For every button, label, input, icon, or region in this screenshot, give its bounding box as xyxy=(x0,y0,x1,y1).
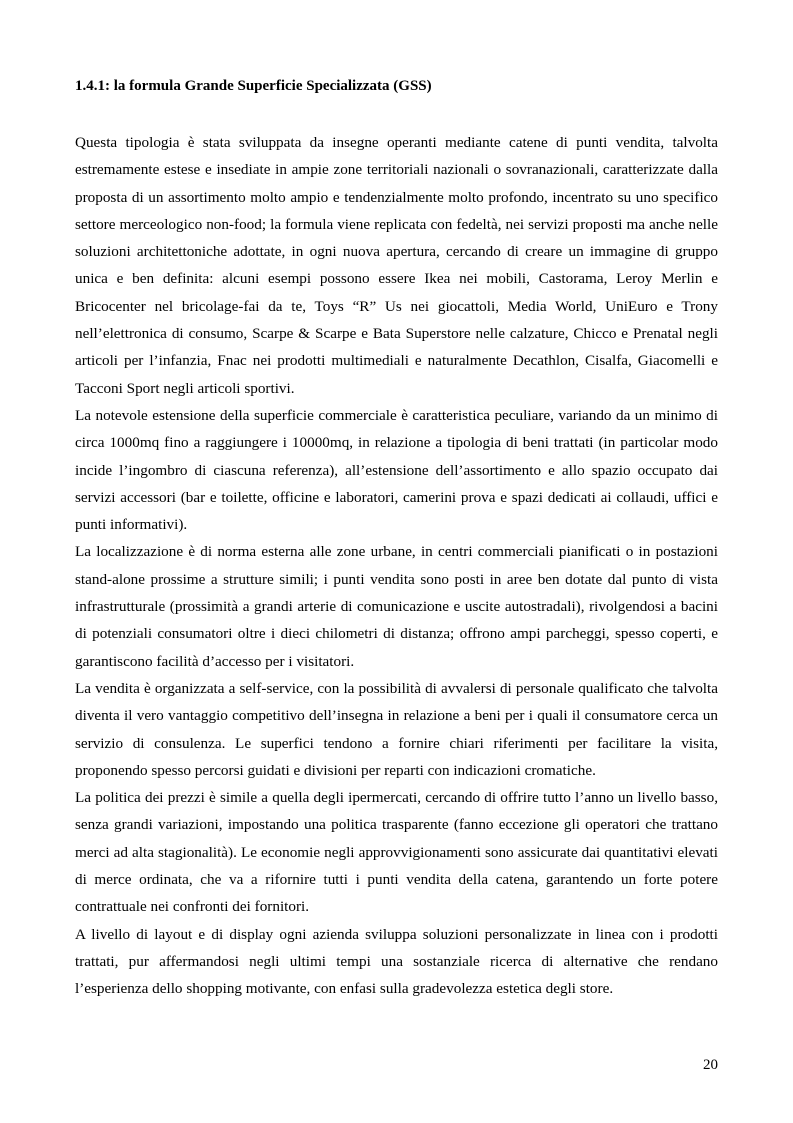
paragraph-surface: La notevole estensione della superficie commerciale è caratteristica peculiare, variando da un minimo di circa 1000mq fino a raggiungere i 10000mq, in relazione a tipologia di beni trattati (in particolar modo incide l’ingombro di ciascuna referenza), all’estensione dell’assortimento e allo spazio occupato dai servizi accessori (bar e toilette, officine e laboratori, camerini prova e spazi dedicati ai collaudi, uffici e punti informativi). xyxy=(75,406,718,534)
paragraph-layout: A livello di layout e di display ogni azienda sviluppa soluzioni personalizzate in linea con i prodotti trattati, pur affermandosi negli ultimi tempi una sostanziale ricerca di alternative che rendano l’esperienza dello shopping motivante, con enfasi sulla gradevolezza estetica degli store. xyxy=(75,925,718,998)
paragraph-sales: La vendita è organizzata a self-service, con la possibilità di avvalersi di personale qualificato che talvolta diventa il vero vantaggio competitivo dell’insegna in relazione a beni per i quali il consumatore cerca un servizio di consulenza. Le superfici tendono a fornire chiari riferimenti per facilitare la visita, proponendo spesso percorsi guidati e divisioni per reparti con indicazioni cromatiche. xyxy=(75,679,718,779)
page-number: 20 xyxy=(703,1057,718,1073)
body-text xyxy=(75,129,718,1003)
paragraph-location: La localizzazione è di norma esterna alle zone urbane, in centri commerciali pianificati o in postazioni stand-alone prossime a strutture simili; i punti vendita sono posti in aree ben dotate dal punto di vista infrastrutturale (prossimità a grandi arterie di comunicazione e uscite autostradali), rivolgendosi a bacini di potenziali consumatori oltre i dieci chilometri di distanza; offrono ampi parcheggi, spesso coperti, e garantiscono facilità d’accesso per i visitatori. xyxy=(75,543,718,670)
paragraph-intro: Questa tipologia è stata sviluppata da insegne operanti mediante catene di punti vendita, talvolta estremamente estese e insediate in ampie zone territoriali nazionali o sovranazionali, caratterizzate dalla proposta di un assortimento molto ampio e tendenzialmente molto profondo, incentrato su uno specifico settore merceologico non-food; la formula viene replicata con fedeltà, nei servizi proposti ma anche nelle soluzioni architettoniche adottate, in ogni nuova apertura, cercando di creare un immagine di gruppo unica e ben definita: alcuni esempi possono essere Ikea nei mobili, Castorama, Leroy Merlin e Bricocenter nel bricolage-fai da te, Toys “R” Us nei giocattoli, Media World, UniEuro e Trony nell’elettronica di consumo, Scarpe & Scarpe e Bata Superstore nelle calzature, Chicco e Prenatal negli articoli per l’infanzia, Fnac nei prodotti multimediali e naturalmente Decathlon, Cisalfa, Giacomelli e Tacconi Sport negli articoli sportivi. xyxy=(75,134,718,397)
section-heading: 1.4.1: la formula Grande Superficie Specializzata (GSS) xyxy=(75,78,432,94)
paragraph-pricing: La politica dei prezzi è simile a quella degli ipermercati, cercando di offrire tutto l’anno un livello basso, senza grandi variazioni, impostando una politica trasparente (fanno eccezione gli operatori che trattano merci ad alta stagionalità). Le economie negli approvvigionamenti sono assicurate dai quantitativi elevati di merce ordinata, che va a rifornire tutti i punti vendita della catena, garantendo un forte potere contrattuale nei confronti dei fornitori. xyxy=(75,789,718,916)
